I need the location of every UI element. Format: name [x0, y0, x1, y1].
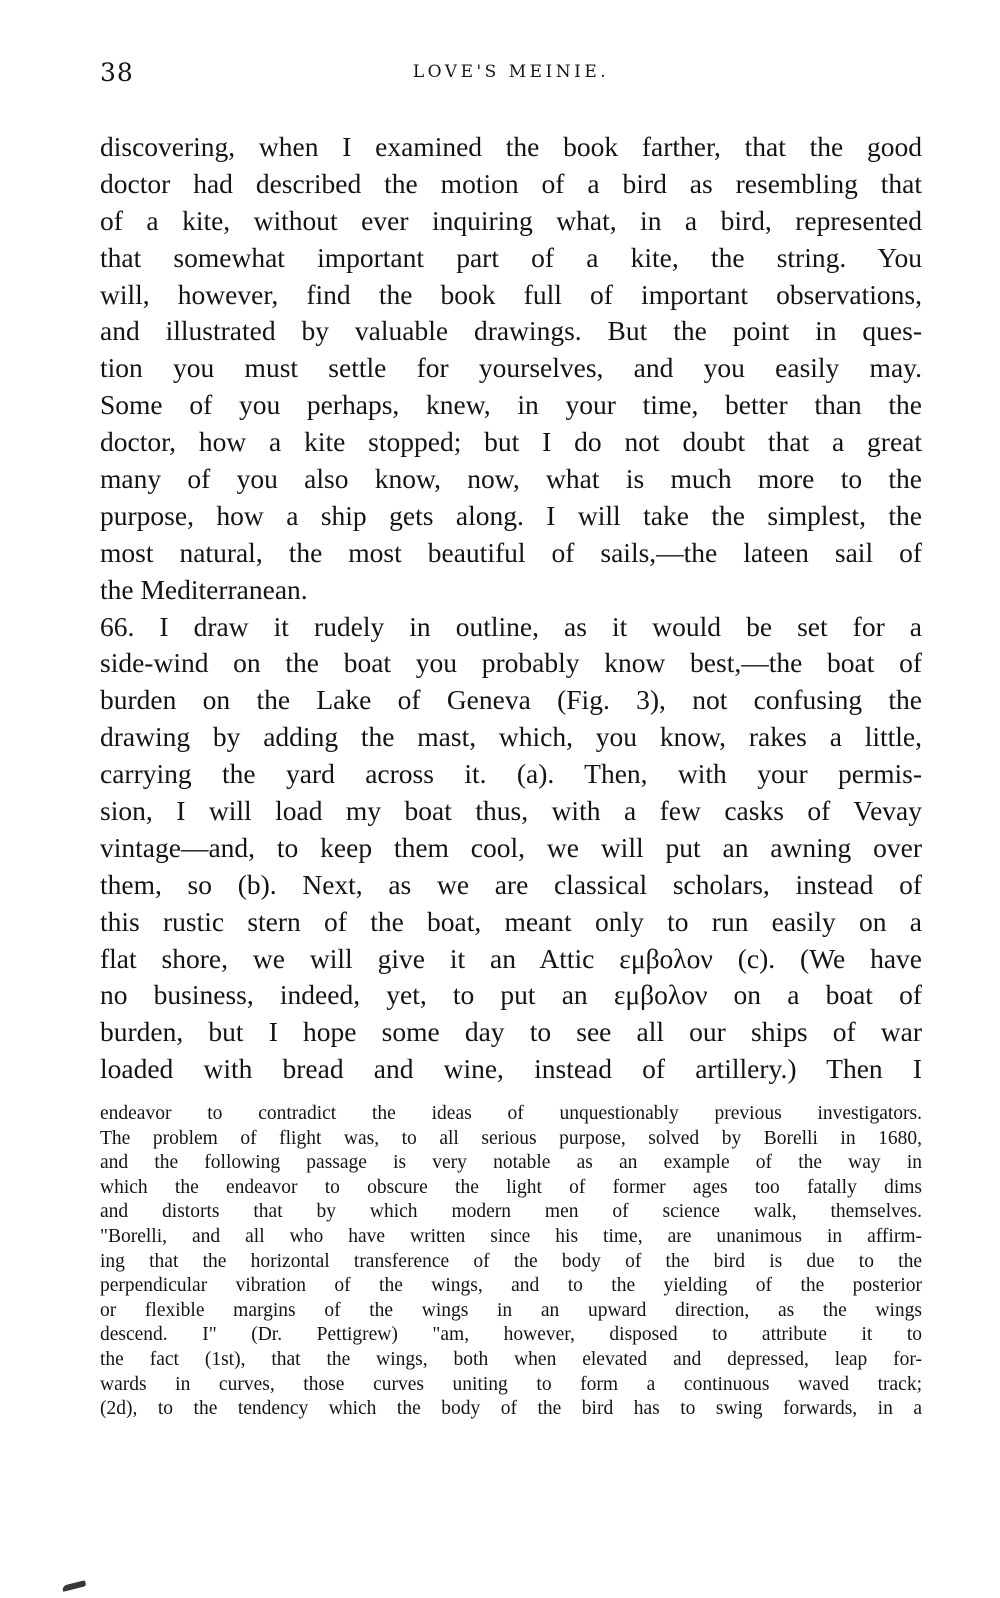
- body-line: vintage—and, to keep them cool, we will put an awning over: [100, 831, 922, 863]
- footnote-line: perpendicular vibration of the wings, and to the yielding of the posterior: [100, 1275, 922, 1297]
- body-line: of a kite, without ever inquiring what, in a bird, represented: [100, 204, 922, 236]
- footnote-line: endeavor to contradict the ideas of unquestionably previous investigators.: [100, 1103, 922, 1124]
- body-line: this rustic stern of the boat, meant only to run easily on a: [100, 905, 922, 937]
- footnote-line: ing that the horizontal transference of the body of the bird is due to the: [100, 1250, 922, 1272]
- footnote-line: and distorts that by which modern men of science walk, themselves.: [100, 1201, 922, 1223]
- footnote-line: (2d), to the tendency which the body of the bird has to swing forwards, in a: [100, 1398, 922, 1420]
- body-line: sion, I will load my boat thus, with a few casks of Vevay: [100, 795, 922, 827]
- body-line: the Mediterranean.: [100, 573, 308, 605]
- page-header: [100, 58, 922, 92]
- body-line: burden on the Lake of Geneva (Fig. 3), not confusing the: [100, 684, 922, 716]
- footnote-line: which the endeavor to obscure the light of former ages too fatally dims: [100, 1176, 922, 1198]
- body-text: [100, 129, 922, 1088]
- body-line: loaded with bread and wine, instead of artillery.) Then I: [100, 1053, 922, 1085]
- footnote-line: The problem of flight was, to all serious purpose, solved by Borelli in 1680,: [100, 1127, 922, 1149]
- body-line: doctor, how a kite stopped; but I do not doubt that a great: [100, 426, 922, 458]
- page-number: 38: [100, 58, 134, 87]
- body-line: burden, but I hope some day to see all our ships of war: [100, 1016, 922, 1048]
- body-line: them, so (b). Next, as we are classical scholars, instead of: [100, 868, 922, 900]
- body-line: that somewhat important part of a kite, the string. You: [100, 241, 922, 273]
- running-title: LOVE'S MEINIE.: [412, 62, 610, 82]
- footnote-line: wards in curves, those curves uniting to form a continuous waved track;: [100, 1373, 922, 1395]
- body-line: 66. I draw it rudely in outline, as it would be set for a: [100, 610, 922, 642]
- body-line: Some of you perhaps, knew, in your time, better than the: [100, 389, 922, 421]
- body-line: carrying the yard across it. (a). Then, with your permis-: [100, 758, 922, 790]
- body-line: many of you also know, now, what is much more to the: [100, 463, 922, 495]
- body-line: no business, indeed, yet, to put an εμβολον on a boat of: [100, 979, 922, 1011]
- ink-blot-mark: [62, 1580, 87, 1592]
- body-line: and illustrated by valuable drawings. But the point in ques-: [100, 315, 922, 347]
- body-line: side-wind on the boat you probably know best,—the boat of: [100, 647, 922, 679]
- footnote: [100, 1102, 922, 1422]
- footnote-line: "Borelli, and all who have written since his time, are unanimous in affirm-: [100, 1225, 922, 1247]
- footnote-line: and the following passage is very notable as an example of the way in: [100, 1152, 922, 1174]
- footnote-line: descend. I" (Dr. Pettigrew) "am, however, disposed to attribute it to: [100, 1324, 922, 1346]
- body-line: will, however, find the book full of important observations,: [100, 278, 922, 310]
- body-line: purpose, how a ship gets along. I will take the simplest, the: [100, 499, 922, 531]
- body-line: doctor had described the motion of a bird as resembling that: [100, 167, 922, 199]
- body-line: flat shore, we will give it an Attic εμβολον (c). (We have: [100, 942, 922, 974]
- footnote-line: the fact (1st), that the wings, both when elevated and depressed, leap for-: [100, 1348, 922, 1370]
- body-line: tion you must settle for yourselves, and you easily may.: [100, 352, 922, 384]
- body-line: discovering, when I examined the book farther, that the good: [100, 131, 922, 162]
- body-line: drawing by adding the mast, which, you know, rakes a little,: [100, 721, 922, 753]
- footnote-line: or flexible margins of the wings in an upward direction, as the wings: [100, 1299, 922, 1321]
- body-line: most natural, the most beautiful of sails,—the lateen sail of: [100, 536, 922, 568]
